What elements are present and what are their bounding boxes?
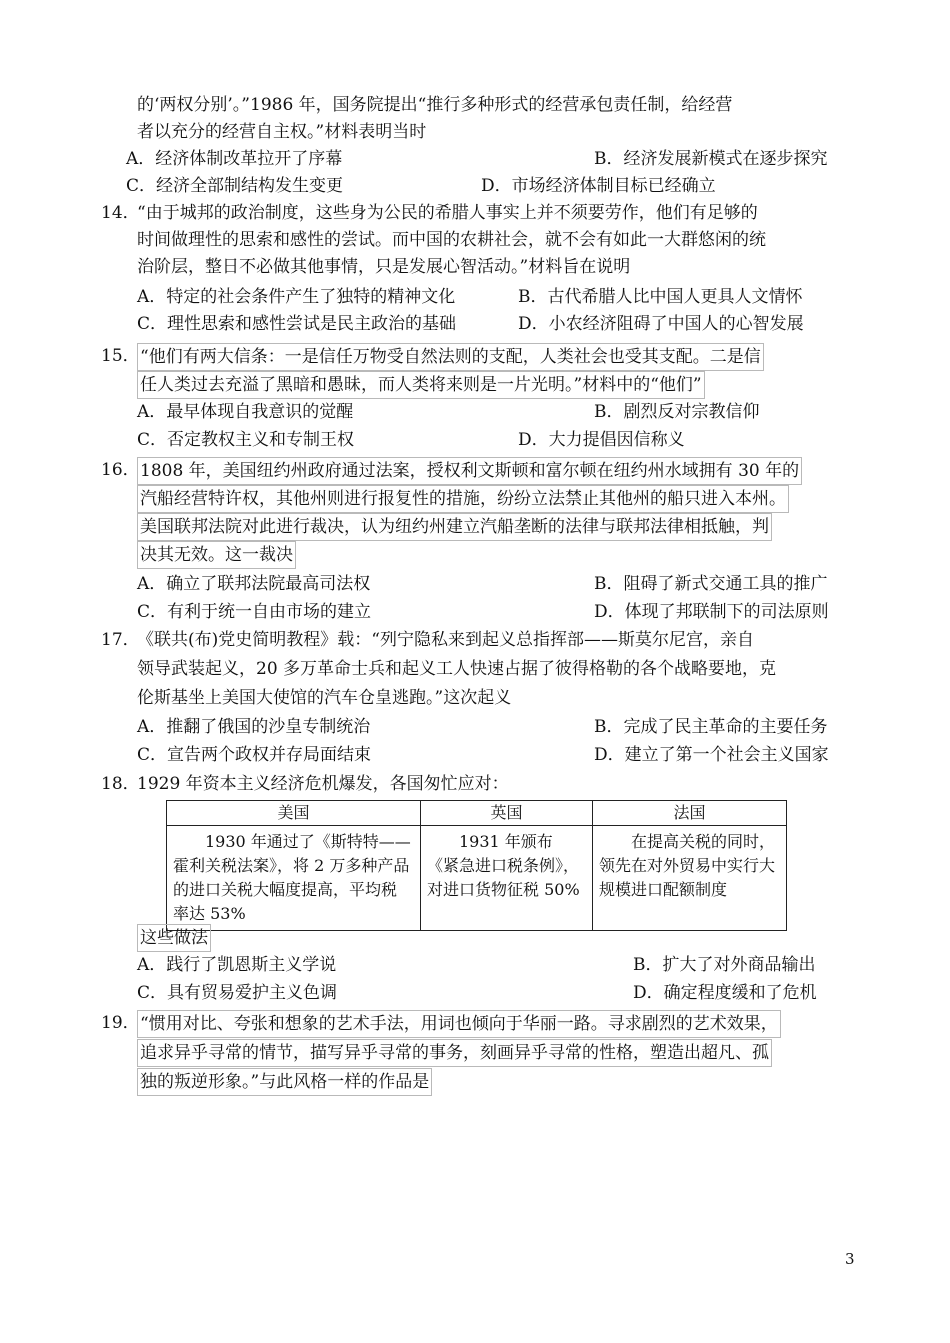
q18-table-row [167,826,787,931]
q17-line-2: 领导武装起义，20 多万革命士兵和起义工人快速占据了彼得格勒的各个战略要地，克 [137,659,777,679]
q13-option-c: C．经济全部制结构发生变更 [126,176,344,196]
q15-line-2: 任人类过去充溢了黑暗和愚昧，而人类将来则是一片光明。”材料中的“他们” [137,371,705,399]
q17-line-1: 《联共(布)党史简明教程》载：“列宁隐私来到起义总指挥部——斯莫尔尼宫，亲自 [137,630,754,650]
q18-after: 这些做法 [137,924,211,952]
q17-number: 17． [101,630,140,650]
q18-header-uk: 英国 [421,801,593,826]
q16-line-4: 决其无效。这一裁决 [137,541,296,569]
q13-option-d: D．市场经济体制目标已经确立 [481,176,716,196]
q18-table-header-row [167,801,787,826]
q19-number: 19． [101,1013,140,1033]
q18-table [166,800,787,931]
q19-line-3: 独的叛逆形象。”与此风格一样的作品是 [137,1068,432,1096]
q16-number: 16． [101,460,140,480]
q15-option-d: D．大力提倡因信称义 [518,430,685,450]
q18-header-france: 法国 [593,801,787,826]
q16-option-d: D．体现了邦联制下的司法原则 [594,602,829,622]
q13-line-1: 的‘两权分别’。”1986 年，国务院提出“推行多种形式的经营承包责任制，给经营 [137,95,733,115]
q14-line-1: “由于城邦的政治制度，这些身为公民的希腊人事实上并不须要劳作，他们有足够的 [137,203,758,223]
q18-option-a: A．践行了凯恩斯主义学说 [137,955,337,975]
q14-option-c: C．理性思索和感性尝试是民主政治的基础 [137,314,457,334]
q13-option-b: B．经济发展新模式在逐步探究 [594,149,828,169]
page-number: 3 [845,1250,855,1268]
q19-line-2: 追求异乎寻常的情节，描写异乎寻常的事务，刻画异乎寻常的性格，塑造出超凡、孤 [137,1039,772,1067]
q16-option-b: B．阻碍了新式交通工具的推广 [594,574,828,594]
q17-option-b: B．完成了民主革命的主要任务 [594,717,828,737]
q14-option-b: B．古代希腊人比中国人更具人文情怀 [518,287,803,307]
q16-line-2: 汽船经营特许权，其他州则进行报复性的措施，纷纷立法禁止其他州的船只进入本州。 [137,485,789,513]
q18-cell-usa: 1930 年通过了《斯特特——霍利关税法案》，将 2 万多种产品的进口关税大幅度提高，平均税率达 53% [167,826,421,931]
q16-line-1: 1808 年，美国纽约州政府通过法案，授权利文斯顿和富尔顿在纽约州水域拥有 30 年的 [137,457,802,485]
q14-option-a: A．特定的社会条件产生了独特的精神文化 [137,287,456,307]
q13-line-2: 者以充分的经营自主权。”材料表明当时 [137,122,427,142]
q16-option-a: A．确立了联邦法院最高司法权 [137,574,371,594]
q18-intro: 1929 年资本主义经济危机爆发，各国匆忙应对： [137,774,509,794]
q18-number: 18． [101,774,140,794]
q18-option-c: C．具有贸易爱护主义色调 [137,983,338,1003]
q14-line-2: 时间做理性的思索和感性的尝试。而中国的农耕社会，就不会有如此一大群悠闲的统 [137,230,766,250]
q19-line-1: “惯用对比、夸张和想象的艺术手法，用词也倾向于华丽一路。寻求剧烈的艺术效果， [137,1010,781,1038]
q18-option-d: D．确定程度缓和了危机 [633,983,817,1003]
q15-option-c: C．否定教权主义和专制王权 [137,430,355,450]
q16-line-3: 美国联邦法院对此进行裁决，认为纽约州建立汽船垄断的法律与联邦法律相抵触，判 [137,513,772,541]
q13-option-a: A．经济体制改革拉开了序幕 [126,149,343,169]
q14-number: 14． [101,203,140,223]
q17-option-d: D．建立了第一个社会主义国家 [594,745,829,765]
q18-header-usa: 美国 [167,801,421,826]
q15-option-a: A．最早体现自我意识的觉醒 [137,402,354,422]
q16-option-c: C．有利于统一自由市场的建立 [137,602,372,622]
q14-option-d: D．小农经济阻碍了中国人的心智发展 [518,314,804,334]
q17-option-c: C．宣告两个政权并存局面结束 [137,745,372,765]
q17-line-3: 伦斯基坐上美国大使馆的汽车仓皇逃跑。”这次起义 [137,688,512,708]
q17-option-a: A．推翻了俄国的沙皇专制统治 [137,717,371,737]
q18-option-b: B．扩大了对外商品输出 [633,955,816,975]
q14-line-3: 治阶层，整日不必做其他事情，只是发展心智活动。”材料旨在说明 [137,257,631,277]
q15-option-b: B．剧烈反对宗教信仰 [594,402,760,422]
q15-line-1: “他们有两大信条：一是信任万物受自然法则的支配，人类社会也受其支配。二是信 [137,343,764,371]
q18-cell-france: 在提高关税的同时，领先在对外贸易中实行大规模进口配额制度 [593,826,787,931]
q15-number: 15． [101,346,140,366]
q18-cell-uk: 1931 年颁布《紧急进口税条例》，对进口货物征税 50% [421,826,593,931]
